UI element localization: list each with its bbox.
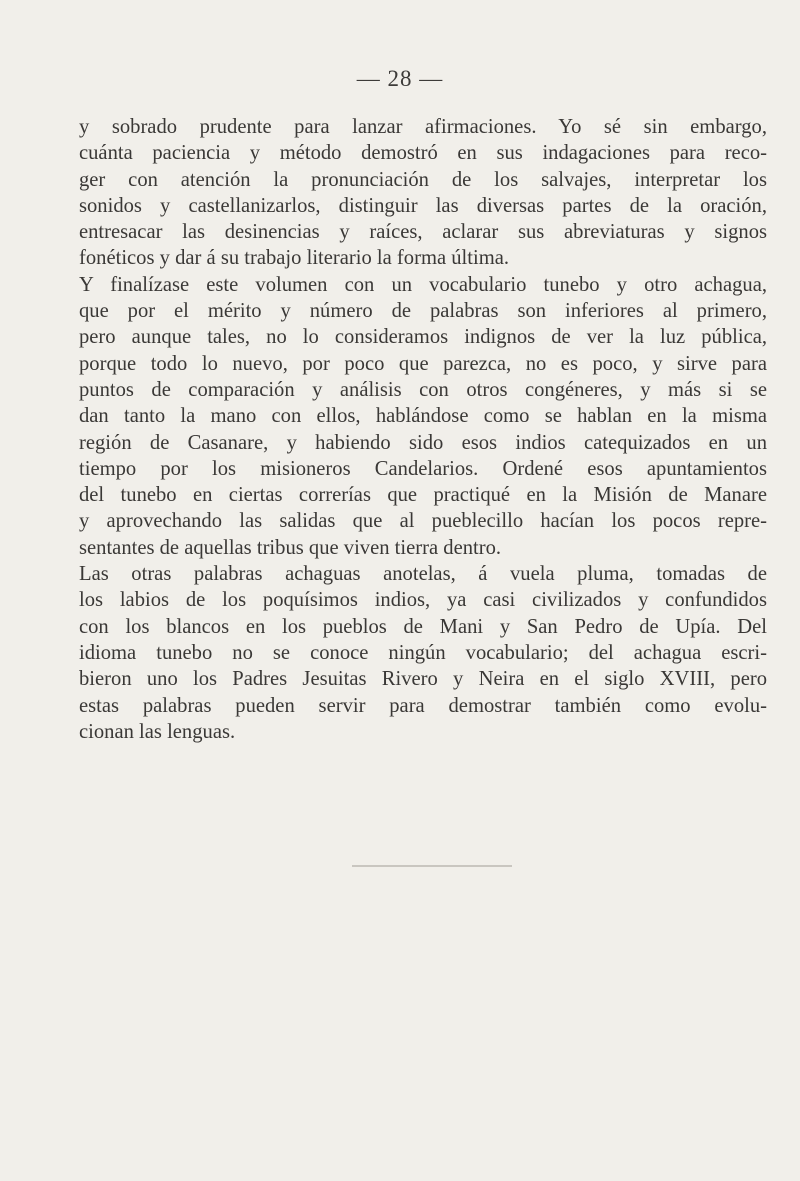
text-line: tiempo por los misioneros Candelarios. Ordené esos apuntamientos <box>79 457 767 480</box>
text-line: sentantes de aquellas tribus que viven tierra dentro. <box>79 536 502 559</box>
page-number: — 28 — <box>356 66 444 91</box>
body-text <box>79 114 767 745</box>
text-line: idioma tunebo no se conoce ningún vocabulario; del achagua escri- <box>79 641 767 664</box>
text-line: los labios de los poquísimos indios, ya casi civilizados y confundidos <box>79 589 767 612</box>
text-line: fonéticos y dar á su trabajo literario la forma última. <box>79 247 510 270</box>
text-line: dan tanto la mano con ellos, hablándose como se hablan en la misma <box>79 405 767 428</box>
text-line: región de Casanare, y habiendo sido esos indios catequizados en un <box>79 431 767 454</box>
text-line: que por el mérito y número de palabras son inferiores al primero, <box>79 300 767 323</box>
divider-rule <box>352 865 512 867</box>
text-line: entresacar las desinencias y raíces, aclarar sus abreviaturas y signos <box>79 221 767 244</box>
text-line: puntos de comparación y análisis con otros congéneres, y más si se <box>79 378 767 401</box>
text-line: Y finalízase este volumen con un vocabulario tunebo y otro achagua, <box>79 273 767 296</box>
text-line: ger con atención la pronunciación de los salvajes, interpretar los <box>79 168 767 191</box>
text-line: bieron uno los Padres Jesuitas Rivero y Neira en el siglo XVIII, pero <box>79 668 767 691</box>
text-line: y sobrado prudente para lanzar afirmaciones. Yo sé sin embargo, <box>79 116 767 138</box>
text-line: porque todo lo nuevo, por poco que parezca, no es poco, y sirve para <box>79 352 767 375</box>
text-line: sonidos y castellanizarlos, distinguir las diversas partes de la oración, <box>79 194 767 217</box>
text-line: pero aunque tales, no lo consideramos indignos de ver la luz pública, <box>79 326 767 349</box>
text-line: estas palabras pueden servir para demostrar también como evolu- <box>79 694 767 717</box>
text-line: cionan las lenguas. <box>79 720 236 743</box>
text-line: con los blancos en los pueblos de Mani y San Pedro de Upía. Del <box>79 615 767 638</box>
text-line: del tunebo en ciertas correrías que practiqué en la Misión de Manare <box>79 484 767 507</box>
text-line: Las otras palabras achaguas anotelas, á vuela pluma, tomadas de <box>79 563 767 586</box>
text-line: cuánta paciencia y método demostró en sus indagaciones para reco- <box>79 142 767 165</box>
text-line: y aprovechando las salidas que al pueblecillo hacían los pocos repre- <box>79 510 767 533</box>
